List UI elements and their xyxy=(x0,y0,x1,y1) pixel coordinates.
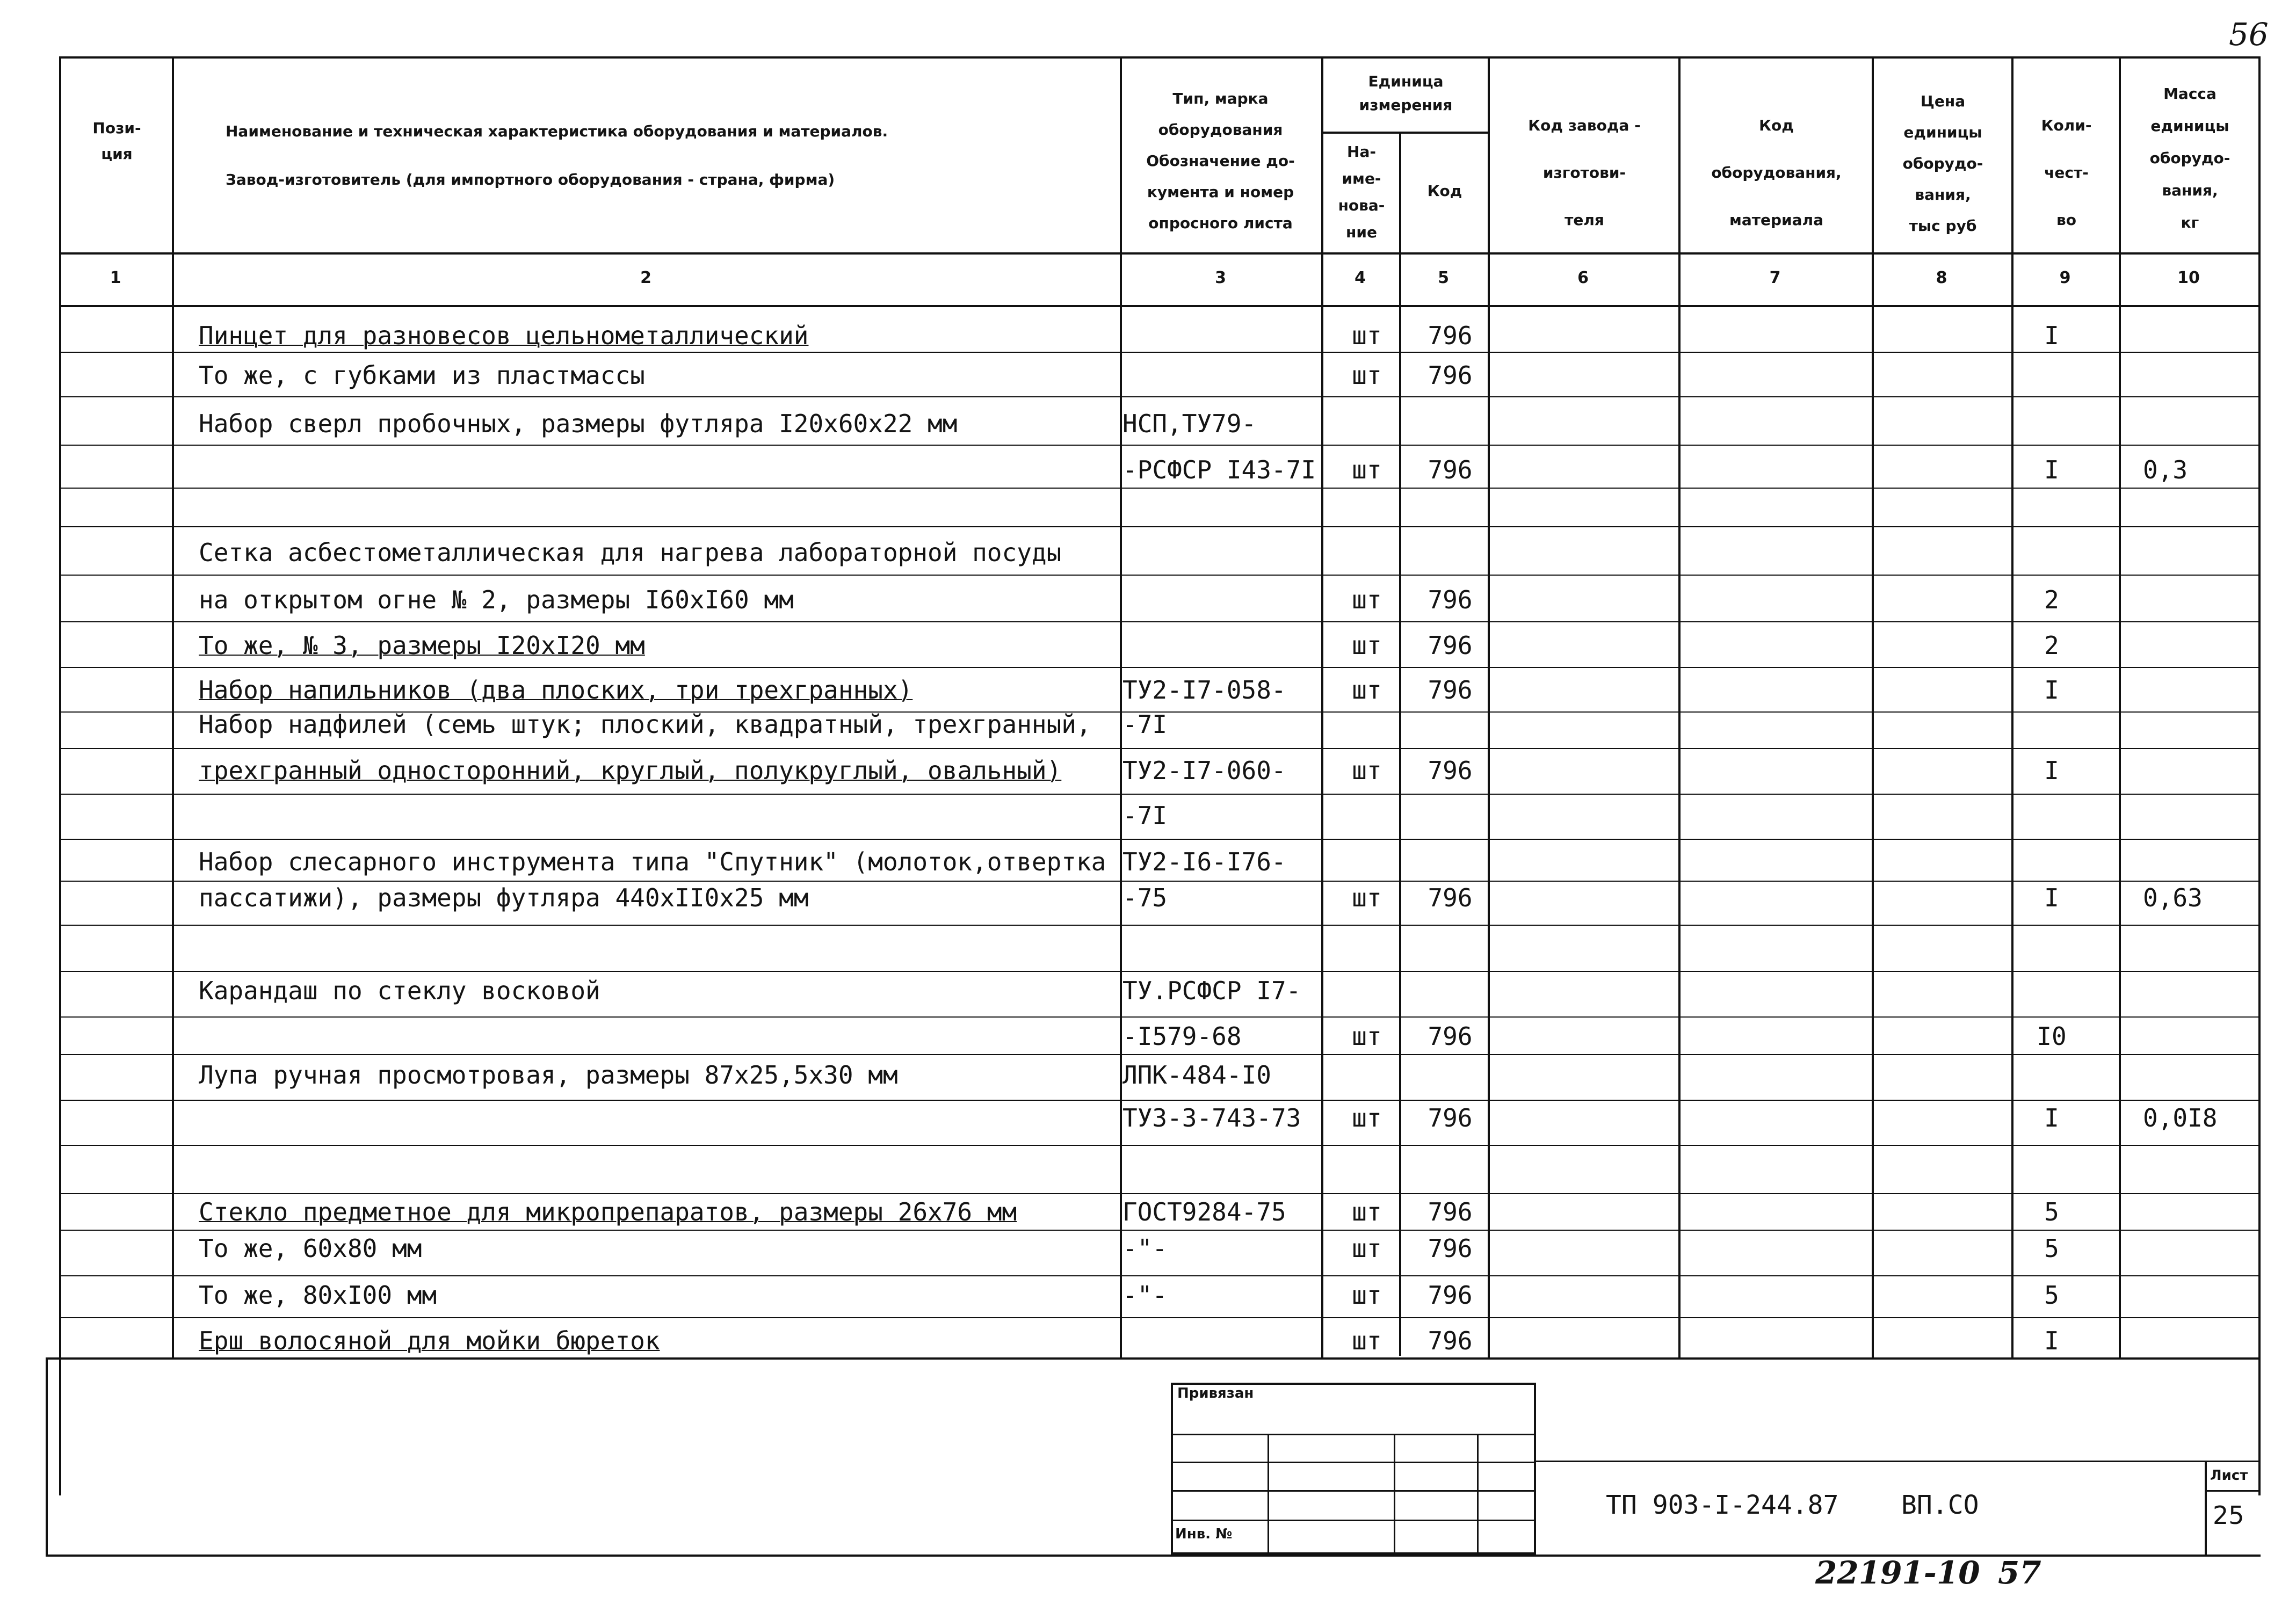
stamp-vline xyxy=(1394,1434,1395,1555)
row-rule xyxy=(59,396,2261,397)
col-line-7 xyxy=(1872,56,1874,1359)
row-name: Набор напильников (два плоских, три трехгранных) xyxy=(199,675,913,704)
row-doc: ГОСТ9284-75 xyxy=(1122,1197,1286,1226)
colnum-8: 8 xyxy=(1936,268,1947,287)
row-rule xyxy=(59,1193,2261,1194)
row-name: трехгранный односторонний, круглый, полукруглый, овальный) xyxy=(199,756,1062,785)
row-name: То же, 60x80 мм xyxy=(199,1234,422,1263)
unit-split xyxy=(1399,132,1401,1356)
row-doc: ТУ2-I7-058- xyxy=(1122,675,1286,704)
doc-code: ТП 903-I-244.87 xyxy=(1606,1490,1839,1520)
sheet-number: 25 xyxy=(2213,1501,2244,1530)
colnum-9: 9 xyxy=(2059,268,2071,287)
row-rule xyxy=(59,1054,2261,1055)
row-mass: 0,3 xyxy=(2143,455,2188,484)
frame-left-lower xyxy=(46,1359,48,1557)
row-name: Набор сверл пробочных, размеры футляра I20x60x22 мм xyxy=(199,409,958,438)
row-unit: шт xyxy=(1352,321,1382,350)
row-unit: шт xyxy=(1352,675,1382,704)
row-qty: I xyxy=(2044,883,2059,912)
row-qty: I xyxy=(2044,675,2059,704)
row-qty: I xyxy=(2044,1326,2059,1355)
row-doc: ЛПК-484-I0 xyxy=(1122,1061,1271,1089)
row-unit: шт xyxy=(1352,361,1382,390)
row-name: Набор слесарного инструмента типа "Спутник" (молоток,отвертка xyxy=(199,847,1106,876)
colnum-1: 1 xyxy=(110,268,121,287)
stamp-vline xyxy=(1267,1434,1269,1555)
row-qty: 2 xyxy=(2044,585,2059,614)
row-name: То же, с губками из пластмассы xyxy=(199,361,645,390)
header-unit-group: Единица измерения xyxy=(1359,72,1453,114)
row-name: Пинцет для разновесов цельнометаллический xyxy=(199,321,809,350)
colnum-10: 10 xyxy=(2177,268,2200,287)
row-name: Ерш волосяной для мойки бюреток xyxy=(199,1326,660,1355)
row-unit: шт xyxy=(1352,883,1382,912)
row-unit: шт xyxy=(1352,585,1382,614)
stamp-rule xyxy=(1171,1462,1536,1463)
frame-right xyxy=(2258,56,2261,1495)
row-code: 796 xyxy=(1428,883,1473,912)
row-name: Лупа ручная просмотровая, размеры 87x25,5x30 мм xyxy=(199,1061,898,1089)
header-col8: Цена единицы оборудо- вания, тыс руб xyxy=(1902,92,1983,235)
row-rule xyxy=(59,925,2261,926)
row-unit: шт xyxy=(1352,1197,1382,1226)
colnum-5: 5 xyxy=(1438,268,1449,287)
header-col5: Код xyxy=(1427,182,1462,200)
body-bottom-rule xyxy=(46,1357,2261,1360)
row-name: пассатижи), размеры футляра 440xII0x25 мм xyxy=(199,883,809,912)
row-doc: ТУ2-I6-I76- xyxy=(1122,847,1286,876)
stamp-privyazan: Привязан xyxy=(1177,1385,1254,1401)
row-qty: 5 xyxy=(2044,1197,2059,1226)
row-doc: -7I xyxy=(1122,710,1168,739)
row-rule xyxy=(59,352,2261,353)
doc-section: ВП.СО xyxy=(1901,1490,1979,1520)
col-line-5 xyxy=(1488,56,1490,1359)
row-rule xyxy=(59,667,2261,668)
header-col6: Код завода - изготови- теля xyxy=(1528,117,1641,229)
row-doc: -"- xyxy=(1122,1234,1168,1263)
colnum-7: 7 xyxy=(1769,268,1781,287)
row-rule xyxy=(59,526,2261,527)
row-doc: -7I xyxy=(1122,801,1168,830)
row-qty: I xyxy=(2044,321,2059,350)
col-line-9 xyxy=(2119,56,2121,1359)
row-rule xyxy=(59,488,2261,489)
bottom-code: 22191-10 xyxy=(1815,1555,1980,1591)
unit-group-rule xyxy=(1321,132,1488,134)
row-unit: шт xyxy=(1352,756,1382,785)
row-rule xyxy=(59,971,2261,972)
header-col7: Код оборудования, материала xyxy=(1711,117,1842,229)
row-code: 796 xyxy=(1428,1103,1473,1132)
row-unit: шт xyxy=(1352,1022,1382,1051)
row-qty: I xyxy=(2044,455,2059,484)
row-rule xyxy=(59,748,2261,749)
row-doc: ТУ3-3-743-73 xyxy=(1122,1103,1301,1132)
row-unit: шт xyxy=(1352,1326,1382,1355)
row-name: То же, 80xI00 мм xyxy=(199,1281,437,1310)
row-doc: -РСФСР I43-7I xyxy=(1122,455,1316,484)
row-rule xyxy=(59,445,2261,446)
row-rule xyxy=(59,1230,2261,1231)
row-doc: -75 xyxy=(1122,883,1168,912)
bottom-page: 57 xyxy=(1998,1555,2041,1591)
stamp-inv: Инв. № xyxy=(1175,1526,1233,1542)
row-doc: -I579-68 xyxy=(1122,1022,1242,1051)
row-rule xyxy=(59,1145,2261,1146)
header-rule xyxy=(59,252,2261,255)
row-mass: 0,0I8 xyxy=(2143,1103,2218,1132)
row-code: 796 xyxy=(1428,1022,1473,1051)
row-rule xyxy=(59,575,2261,576)
col-line-8 xyxy=(2011,56,2013,1359)
row-rule xyxy=(59,1016,2261,1018)
colnum-rule xyxy=(59,305,2261,307)
row-unit: шт xyxy=(1352,1281,1382,1310)
header-col9: Коли- чест- во xyxy=(2041,117,2092,229)
row-name: на открытом огне № 2, размеры I60xI60 мм xyxy=(199,585,794,614)
row-code: 796 xyxy=(1428,1281,1473,1310)
col-line-3 xyxy=(1321,56,1323,1359)
stamp-vline xyxy=(1477,1434,1479,1555)
row-rule xyxy=(59,1275,2261,1276)
row-qty: I0 xyxy=(2037,1022,2067,1051)
row-qty: I xyxy=(2044,1103,2059,1132)
row-doc: НСП,ТУ79- xyxy=(1122,409,1257,438)
row-code: 796 xyxy=(1428,756,1473,785)
row-doc: ТУ.РСФСР I7- xyxy=(1122,976,1301,1005)
row-unit: шт xyxy=(1352,631,1382,660)
row-code: 796 xyxy=(1428,361,1473,390)
row-code: 796 xyxy=(1428,1234,1473,1263)
col-line-1 xyxy=(172,56,174,1359)
sheet-rule xyxy=(2205,1490,2258,1492)
row-rule xyxy=(59,839,2261,840)
row-rule xyxy=(59,794,2261,795)
row-qty: 5 xyxy=(2044,1281,2059,1310)
col-line-2 xyxy=(1120,56,1122,1359)
colnum-2: 2 xyxy=(640,268,651,287)
row-rule xyxy=(59,881,2261,882)
row-unit: шт xyxy=(1352,455,1382,484)
row-qty: 5 xyxy=(2044,1234,2059,1263)
row-rule xyxy=(59,1100,2261,1101)
title-block-rule xyxy=(1536,1461,2258,1462)
colnum-6: 6 xyxy=(1577,268,1589,287)
row-code: 796 xyxy=(1428,455,1473,484)
header-col3: Тип, марка оборудования Обозначение до- кумента и номер опросного листа xyxy=(1146,90,1295,232)
row-name: Сетка асбестометаллическая для нагрева лабораторной посуды xyxy=(199,538,1062,567)
row-unit: шт xyxy=(1352,1103,1382,1132)
row-rule xyxy=(59,1317,2261,1318)
row-mass: 0,63 xyxy=(2143,883,2203,912)
row-unit: шт xyxy=(1352,1234,1382,1263)
row-code: 796 xyxy=(1428,1326,1473,1355)
frame-top xyxy=(59,56,2261,59)
colnum-3: 3 xyxy=(1215,268,1226,287)
stamp-rule xyxy=(1171,1520,1536,1521)
header-col1: Пози- ция xyxy=(92,119,141,163)
stamp-rule xyxy=(1171,1434,1536,1435)
row-doc: ТУ2-I7-060- xyxy=(1122,756,1286,785)
row-code: 796 xyxy=(1428,585,1473,614)
row-code: 796 xyxy=(1428,675,1473,704)
row-code: 796 xyxy=(1428,321,1473,350)
row-name: Набор надфилей (семь штук; плоский, квадратный, трехгранный, xyxy=(199,710,1091,739)
row-name: Карандаш по стеклу восковой xyxy=(199,976,600,1005)
header-col4: На- име- нова- ние xyxy=(1338,143,1385,241)
col-line-6 xyxy=(1678,56,1681,1359)
row-code: 796 xyxy=(1428,1197,1473,1226)
row-rule xyxy=(59,621,2261,622)
row-doc: -"- xyxy=(1122,1281,1168,1310)
colnum-4: 4 xyxy=(1355,268,1366,287)
row-name: То же, № 3, размеры I20xI20 мм xyxy=(199,631,645,660)
header-col2: Наименование и техническая характеристика оборудования и материалов. Завод-изготовитель (для импортного оборудования - страна, фирма) xyxy=(226,122,888,188)
sheet-label: Лист xyxy=(2210,1468,2248,1484)
header-col10: Масса единицы оборудо- вания, кг xyxy=(2149,85,2230,231)
row-name: Стекло предметное для микропрепаратов, размеры 26x76 мм xyxy=(199,1197,1017,1226)
stamp-rule xyxy=(1171,1490,1536,1492)
row-qty: I xyxy=(2044,756,2059,785)
page-number-top: 56 xyxy=(2229,16,2269,53)
row-code: 796 xyxy=(1428,631,1473,660)
row-qty: 2 xyxy=(2044,631,2059,660)
